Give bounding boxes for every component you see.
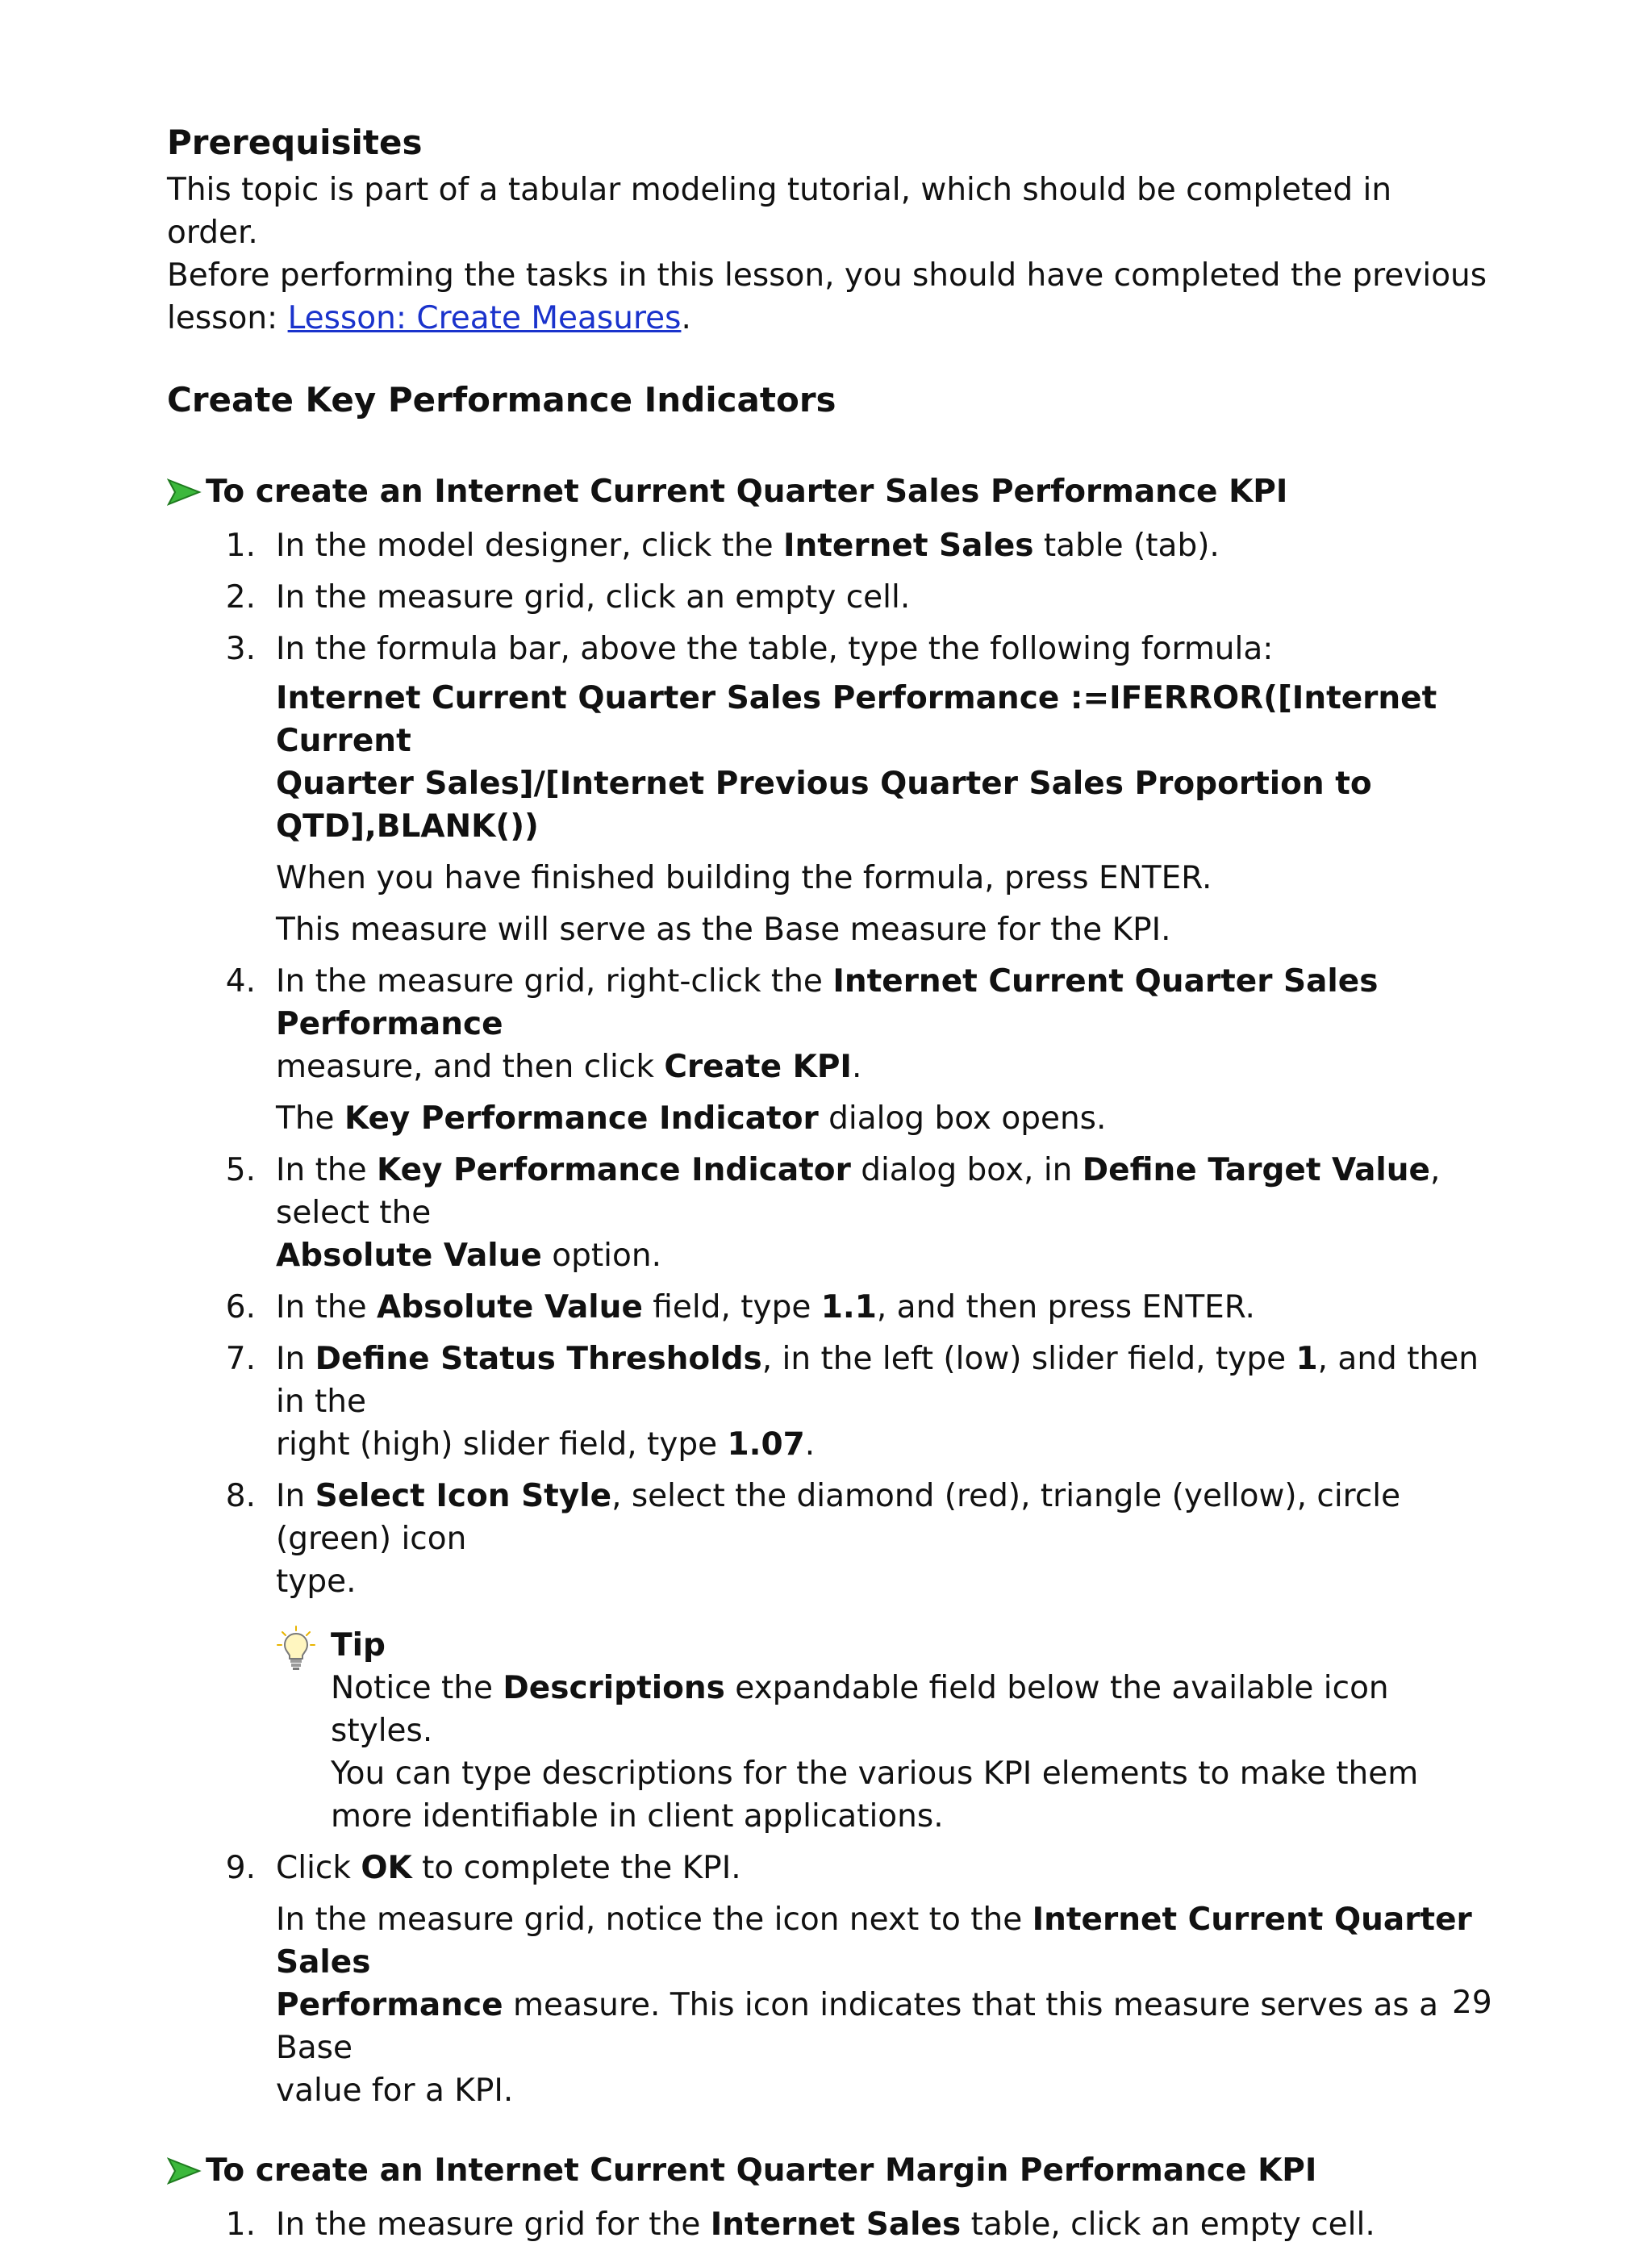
list-item: 1. In the model designer, click the Internet Sales table (tab). — [225, 528, 1220, 565]
procedure-steps — [167, 1149, 1490, 1603]
section-heading: Create Key Performance Indicators — [167, 379, 836, 420]
lightbulb-icon — [276, 1626, 316, 1671]
list-item: 8. In Select Icon Style, select the diamond (red), triangle (yellow), circle (green) icon type. — [225, 1478, 1401, 1601]
step-note: The Key Performance Indicator dialog box opens. — [276, 1100, 1107, 1138]
prerequisites-text: This topic is part of a tabular modeling tutorial, which should be completed in order. Before performing the tasks in this lesson, you should have completed the previous lesson: Lesson: Create Measures. — [167, 171, 1487, 336]
list-item: 7. In Define Status Thresholds, in the left (low) slider field, type 1, and then in the right (high) slider field, type 1.07. — [225, 1341, 1479, 1463]
procedure-steps — [167, 1847, 1490, 1889]
procedure-title: To create an Internet Current Quarter Margin Performance KPI — [167, 2152, 1490, 2189]
list-item: 9. Click OK to complete the KPI. — [225, 1850, 741, 1887]
list-item: 1. In the measure grid for the Internet Sales table, click an empty cell. — [225, 2206, 1375, 2244]
prerequisites-heading: Prerequisites — [167, 123, 423, 162]
procedure-steps — [167, 524, 1490, 670]
step-note: When you have finished building the formula, press ENTER. — [276, 860, 1212, 897]
list-item: 5. In the Key Performance Indicator dialog box, in Define Target Value, select the Absolute Value option. — [225, 1152, 1441, 1275]
green-arrow-icon — [167, 2157, 202, 2185]
list-item: 4. In the measure grid, right-click the Internet Current Quarter Sales Performance measure, and then click Create KPI. — [225, 963, 1379, 1086]
list-item: 6. In the Absolute Value field, type 1.1, and then press ENTER. — [225, 1289, 1255, 1326]
page-number: 29 — [1452, 1985, 1492, 2021]
procedure-steps — [167, 2203, 1490, 2246]
document-page — [167, 121, 1490, 2246]
list-item: 3. In the formula bar, above the table, type the following formula: — [225, 631, 1274, 668]
tip-text: Notice the Descriptions expandable field below the available icon styles. You can type descriptions for the various KPI elements to make them more identifiable in client applications. — [331, 1670, 1419, 1835]
step-note: This measure will serve as the Base measure for the KPI. — [276, 912, 1171, 949]
tip-box — [167, 1624, 1490, 1838]
tip-title: Tip — [331, 1627, 386, 1664]
lesson-link[interactable]: Lesson: Create Measures — [287, 299, 682, 336]
formula: Internet Current Quarter Sales Performance :=IFERROR([Internet Current Quarter Sales]/[Internet Previous Quarter Sales Proportion to QTD],BLANK()) — [276, 680, 1437, 845]
procedure-steps — [167, 960, 1490, 1088]
step-note: In the measure grid, notice the icon next to the Internet Current Quarter Sales Performance measure. This icon indicates that this measure serves as a Base value for a KPI. — [276, 1902, 1472, 2110]
green-arrow-icon — [167, 478, 202, 506]
procedure-title: To create an Internet Current Quarter Sales Performance KPI — [167, 474, 1490, 510]
list-item: 2. In the measure grid, click an empty cell. — [225, 579, 911, 616]
